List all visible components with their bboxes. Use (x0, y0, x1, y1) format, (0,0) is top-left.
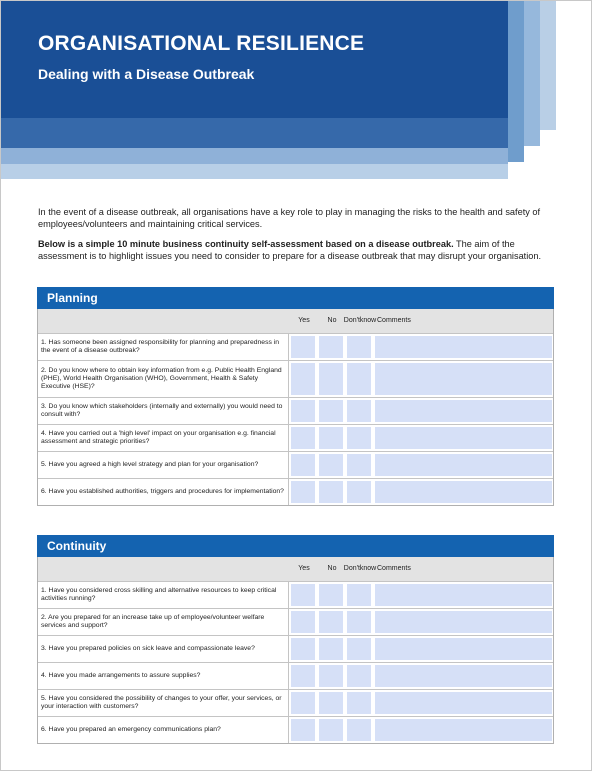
table-row (37, 425, 554, 452)
col-dont-know-line2: know (359, 317, 377, 324)
col-dont-know (343, 557, 377, 581)
table-row (37, 582, 554, 609)
dont-know-answer-box[interactable] (347, 692, 371, 714)
question-text: 5. Have you considered the possibility of changes to your offer, your services, or your interaction with customers? (41, 695, 282, 710)
dont-know-answer-box[interactable] (347, 336, 371, 358)
no-answer-box[interactable] (319, 427, 343, 449)
no-answer-box[interactable] (319, 638, 343, 660)
yes-answer-box[interactable] (291, 638, 315, 660)
question-text: 2. Do you know where to obtain key information from e.g. Public Health England (PHE), World Health Organisation (WHO), Government, Health & Safety Executive (HSE)? (41, 367, 282, 390)
comments-box[interactable] (375, 427, 552, 449)
section-title: Planning (37, 287, 554, 309)
no-answer-box[interactable] (319, 584, 343, 606)
continuity-section (37, 535, 554, 744)
row-divider (288, 334, 289, 360)
header-strip-3 (0, 164, 508, 179)
column-header-row (37, 309, 554, 334)
yes-answer-box[interactable] (291, 692, 315, 714)
comments-box[interactable] (375, 400, 552, 422)
question-text: 2. Are you prepared for an increase take up of employee/volunteer welfare services and support? (41, 614, 265, 629)
no-answer-box[interactable] (319, 719, 343, 741)
dont-know-answer-box[interactable] (347, 719, 371, 741)
col-dont-know-line1: Don't (343, 317, 360, 324)
row-divider (288, 361, 289, 397)
yes-answer-box[interactable] (291, 427, 315, 449)
row-divider (288, 663, 289, 689)
intro-rest-text: The aim of the assessment is to highlight issues you need to consider to prepare for a disease outbreak that may disrupt your organisation. (38, 239, 542, 261)
question-text: 3. Have you prepared policies on sick leave and compassionate leave? (41, 645, 255, 652)
dont-know-answer-box[interactable] (347, 638, 371, 660)
col-dont-know-line2: know (359, 565, 377, 572)
yes-answer-box[interactable] (291, 719, 315, 741)
col-dont-know (343, 309, 377, 333)
dont-know-answer-box[interactable] (347, 665, 371, 687)
comments-box[interactable] (375, 692, 552, 714)
yes-answer-box[interactable] (291, 400, 315, 422)
yes-answer-box[interactable] (291, 665, 315, 687)
question-text: 6. Have you prepared an emergency communications plan? (41, 726, 221, 733)
row-divider (288, 479, 289, 505)
comments-box[interactable] (375, 584, 552, 606)
table-row (37, 690, 554, 717)
no-answer-box[interactable] (319, 692, 343, 714)
comments-box[interactable] (375, 336, 552, 358)
comments-box[interactable] (375, 481, 552, 503)
col-yes: Yes (298, 317, 310, 324)
col-dont-know-line1: Don't (343, 565, 360, 572)
no-answer-box[interactable] (319, 611, 343, 633)
no-answer-box[interactable] (319, 336, 343, 358)
row-divider (288, 582, 289, 608)
header-strip (0, 118, 508, 148)
yes-answer-box[interactable] (291, 336, 315, 358)
comments-box[interactable] (375, 719, 552, 741)
dont-know-answer-box[interactable] (347, 363, 371, 395)
intro-paragraph-2 (38, 238, 553, 262)
question-text: 4. Have you carried out a 'high level' impact on your organisation e.g. financial assessment and strategic priorities? (41, 430, 276, 445)
no-answer-box[interactable] (319, 481, 343, 503)
header-banner (0, 0, 508, 118)
row-divider (288, 425, 289, 451)
comments-box[interactable] (375, 454, 552, 476)
intro-paragraph-1: In the event of a disease outbreak, all organisations have a key role to play in managing the risks to the health and safety of employees/volunteers and maintaining critical services. (38, 207, 541, 229)
comments-box[interactable] (375, 363, 552, 395)
dont-know-answer-box[interactable] (347, 611, 371, 633)
question-text: 4. Have you made arrangements to assure supplies? (41, 672, 201, 679)
question-text: 5. Have you agreed a high level strategy and plan for your organisation? (41, 461, 259, 468)
yes-answer-box[interactable] (291, 481, 315, 503)
yes-answer-box[interactable] (291, 611, 315, 633)
question-text: 6. Have you established authorities, triggers and procedures for implementation? (41, 488, 284, 495)
dont-know-answer-box[interactable] (347, 427, 371, 449)
dont-know-answer-box[interactable] (347, 584, 371, 606)
table-row (37, 609, 554, 636)
dont-know-answer-box[interactable] (347, 454, 371, 476)
dont-know-answer-box[interactable] (347, 400, 371, 422)
planning-section (37, 287, 554, 506)
row-divider (288, 717, 289, 743)
page-title: ORGANISATIONAL RESILIENCE (38, 32, 365, 55)
column-header-row (37, 557, 554, 582)
question-text: 1. Has someone been assigned responsibility for planning and preparedness in the event of a disease outbreak? (41, 339, 280, 354)
col-comments: Comments (377, 317, 411, 324)
no-answer-box[interactable] (319, 400, 343, 422)
row-divider (288, 398, 289, 424)
row-divider (288, 609, 289, 635)
row-divider (288, 452, 289, 478)
dont-know-answer-box[interactable] (347, 481, 371, 503)
comments-box[interactable] (375, 611, 552, 633)
col-yes: Yes (298, 565, 310, 572)
yes-answer-box[interactable] (291, 363, 315, 395)
intro-bold-text: Below is a simple 10 minute business continuity self-assessment based on a disease outbreak. (38, 239, 454, 249)
col-no: No (327, 317, 337, 324)
table-row (37, 361, 554, 398)
table-row (37, 398, 554, 425)
question-text: 3. Do you know which stakeholders (internally and externally) you would need to consult with? (41, 403, 283, 418)
question-rows (37, 582, 554, 744)
table-row (37, 636, 554, 663)
row-divider (288, 636, 289, 662)
question-text: 1. Have you considered cross skilling and alternative resources to keep critical activities running? (41, 587, 277, 602)
table-row (37, 717, 554, 744)
no-answer-box[interactable] (319, 363, 343, 395)
table-row (37, 479, 554, 506)
col-comments: Comments (377, 565, 411, 572)
no-answer-box[interactable] (319, 454, 343, 476)
comments-box[interactable] (375, 638, 552, 660)
question-rows (37, 334, 554, 506)
table-row (37, 334, 554, 361)
table-row (37, 663, 554, 690)
yes-answer-box[interactable] (291, 584, 315, 606)
comments-box[interactable] (375, 665, 552, 687)
col-no: No (327, 565, 337, 572)
header-strip-2 (0, 148, 508, 164)
no-answer-box[interactable] (319, 665, 343, 687)
table-row (37, 452, 554, 479)
page-subtitle: Dealing with a Disease Outbreak (38, 66, 255, 82)
section-title: Continuity (37, 535, 554, 557)
yes-answer-box[interactable] (291, 454, 315, 476)
row-divider (288, 690, 289, 716)
